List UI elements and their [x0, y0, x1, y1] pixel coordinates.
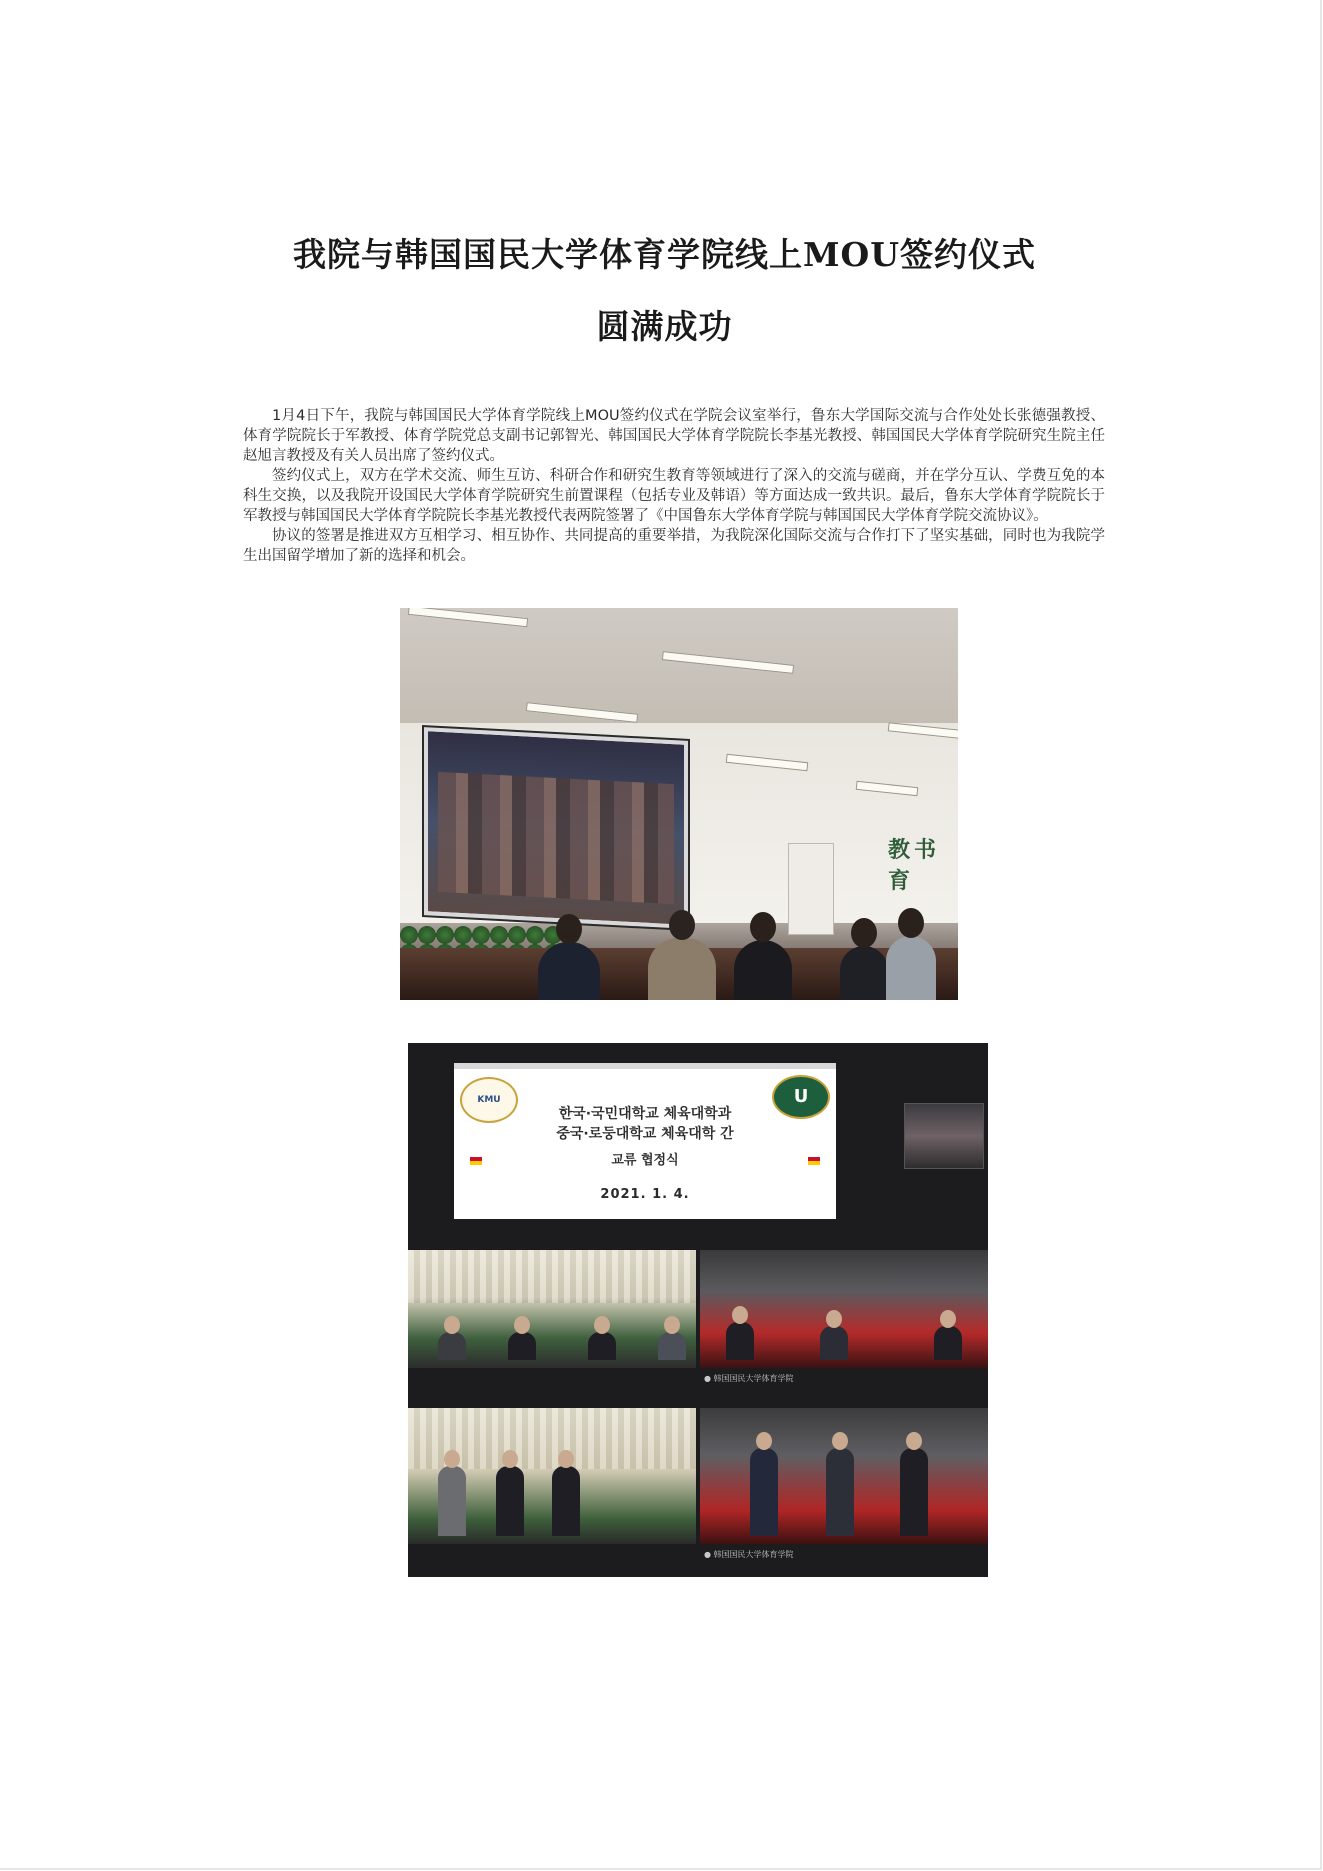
- ceiling-light: [662, 651, 794, 674]
- attendee-head: [750, 912, 776, 942]
- paragraph-3: 协议的签署是推进双方互相学习、相互协作、共同提高的重要举措，为我院深化国际交流与合作打下了坚实基础，同时也为我院学生出国留学增加了新的选择和机会。: [243, 528, 1105, 564]
- paragraph-2: 签约仪式上，双方在学术交流、师生互访、科研合作和研究生教育等领域进行了深入的交流与磋商，并在学分互认、学费互免的本科生交换，以及我院开设国民大学体育学院研究生前置课程（包括专业及韩语）等方面达成一致共识。最后，鲁东大学体育学院院长于军教授与韩国国民大学体育学院院长李基光教授代表两院签署了《中国鲁东大学体育学院与韩国国民大学体育学院交流协议》。: [243, 468, 1105, 524]
- participant: [658, 1332, 686, 1360]
- video-conference-photo: [408, 1043, 988, 1577]
- paragraph-1: 1月4日下午，我院与韩国国民大学体育学院线上MOU签约仪式在学院会议室举行，鲁东大学国际交流与合作处处长张德强教授、体育学院院长于军教授、体育学院党总支副书记郭智光、韩国国民大学体育学院院长李基光教授、韩国国民大学体育学院研究生院主任赵旭言教授及有关人员出席了签约仪式。: [243, 408, 1105, 464]
- article-title-line2: 圆满成功: [596, 307, 733, 346]
- article-body: [243, 406, 1105, 566]
- tile-caption: ● 韩国国民大学体育学院: [704, 1550, 794, 1559]
- ceiling-light: [526, 702, 638, 723]
- photo-door: [788, 843, 834, 935]
- slide-line-3: 교류 협정식: [611, 1153, 679, 1168]
- projected-video: [438, 772, 674, 904]
- tile-caption: ● 韩国国民大学体育学院: [704, 1374, 794, 1383]
- participant: [588, 1332, 616, 1360]
- participant: [438, 1466, 466, 1536]
- meeting-room-photo: [400, 608, 958, 1000]
- projector-screen: [424, 727, 688, 929]
- curtain: [408, 1250, 696, 1303]
- article-title-line1: 我院与韩国国民大学体育学院线上MOU签约仪式: [292, 235, 1037, 274]
- video-tile-standing-kookmin: [700, 1408, 988, 1559]
- participant: [726, 1322, 754, 1360]
- attendee-head: [669, 910, 695, 940]
- attendee: [840, 946, 888, 1000]
- attendee: [734, 940, 792, 1000]
- video-thumbnail: [904, 1103, 984, 1169]
- korea-flag-icon: [470, 1157, 482, 1165]
- attendee-head: [556, 914, 582, 944]
- video-tile-standing-ludong: [408, 1408, 696, 1544]
- attendee-head: [851, 918, 877, 948]
- kmu-logo: KMU: [460, 1077, 518, 1123]
- attendee: [648, 938, 716, 1000]
- slide-line-1: 한국·국민대학교 체육대학과: [558, 1106, 732, 1122]
- slide-line-2: 중국·로둥대학교 체육대학 간: [556, 1126, 734, 1142]
- participant: [508, 1332, 536, 1360]
- participant: [934, 1326, 962, 1360]
- participant: [552, 1466, 580, 1536]
- participant: [826, 1448, 854, 1536]
- ceiling-light: [408, 608, 528, 627]
- ceremony-slide: [454, 1063, 836, 1219]
- attendee: [538, 942, 600, 1000]
- participant: [750, 1448, 778, 1536]
- participant: [900, 1448, 928, 1536]
- wall-sign: 教书育: [888, 837, 941, 894]
- china-flag-icon: [808, 1157, 820, 1165]
- video-tile-seated-ludong: [408, 1250, 696, 1368]
- attendee-head: [898, 908, 924, 938]
- slide-date: 2021. 1. 4.: [600, 1187, 690, 1202]
- video-tile-seated-kookmin: [700, 1250, 988, 1383]
- participant: [438, 1332, 466, 1360]
- ldu-logo: U: [772, 1075, 830, 1119]
- participant: [820, 1326, 848, 1360]
- attendee: [886, 936, 936, 1000]
- participant: [496, 1466, 524, 1536]
